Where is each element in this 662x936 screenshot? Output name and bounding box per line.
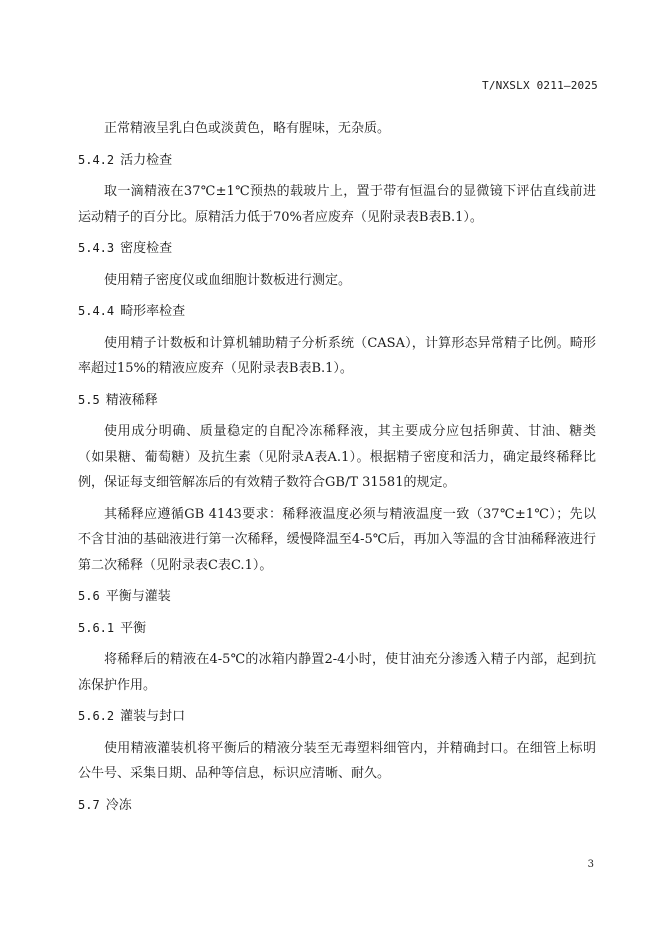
paragraph-filling-sealing: 使用精液灌装机将平衡后的精液分装至无毒塑料细管内，并精确封口。在细管上标明公牛号、采集日期、品种等信息，标识应清晰、耐久。 xyxy=(78,740,596,781)
heading-5-4-3 xyxy=(78,236,596,262)
heading-number: 5.6.2 xyxy=(78,709,115,723)
heading-5-5 xyxy=(78,388,596,414)
heading-title: 冷冻 xyxy=(105,797,132,813)
heading-title: 畸形率检查 xyxy=(120,304,186,319)
heading-title: 平衡 xyxy=(120,620,147,636)
heading-number: 5.4.3 xyxy=(78,241,115,255)
paragraph-density-check: 使用精子密度仪或血细胞计数板进行测定。 xyxy=(104,272,352,288)
heading-5-4-2 xyxy=(78,148,596,174)
heading-5-7 xyxy=(78,793,596,819)
paragraph-semen-appearance: 正常精液呈乳白色或淡黄色，略有腥味，无杂质。 xyxy=(104,121,391,136)
heading-5-6 xyxy=(78,584,596,610)
heading-title: 精液稀释 xyxy=(105,392,158,408)
heading-title: 平衡与灌装 xyxy=(105,589,171,604)
heading-number: 5.5 xyxy=(78,392,100,407)
paragraph-equilibration: 将稀释后的精液在4-5℃的冰箱内静置2-4小时，使甘油充分渗透入精子内部，起到抗冻保护作用。 xyxy=(78,652,596,693)
heading-title: 活力检查 xyxy=(120,152,173,168)
heading-5-6-2 xyxy=(78,704,596,730)
heading-number: 5.6.1 xyxy=(78,620,115,635)
page-number: 3 xyxy=(587,859,594,870)
heading-number: 5.4.2 xyxy=(78,152,115,167)
document-code-header: T/NXSLX 0211—2025 xyxy=(482,79,598,92)
paragraph-dilution-procedure: 其稀释应遵循GB 4143要求：稀释液温度必须与精液温度一致（37℃±1℃）；先以不含甘油的基础液进行第一次稀释，缓慢降温至4-5℃后，再加入等温的含甘油稀释液进行第二次稀释（见附录表C表C.1）。 xyxy=(78,506,596,573)
heading-5-4-4 xyxy=(78,299,596,325)
heading-title: 密度检查 xyxy=(120,241,173,256)
heading-title: 灌装与封口 xyxy=(120,709,186,724)
heading-5-6-1 xyxy=(78,616,596,642)
heading-number: 5.7 xyxy=(78,797,100,812)
paragraph-abnormality-check: 使用精子计数板和计算机辅助精子分析系统（CASA），计算形态异常精子比例。畸形率超过15%的精液应废弃（见附录表B表B.1）。 xyxy=(78,335,596,376)
paragraph-motility-check: 取一滴精液在37℃±1℃预热的载玻片上，置于带有恒温台的显微镜下评估直线前进运动精子的百分比。原精活力低于70%者应废弃（见附录表B表B.1）。 xyxy=(78,184,596,225)
heading-number: 5.6 xyxy=(78,589,100,603)
paragraph-dilution-composition: 使用成分明确、质量稳定的自配冷冻稀释液，其主要成分应包括卵黄、甘油、糖类（如果糖、葡萄糖）及抗生素（见附录A表A.1）。根据精子密度和活力，确定最终稀释比例，保证每支细管解冻后的有效精子数符合GB/T 31581的规定。 xyxy=(78,424,596,490)
heading-number: 5.4.4 xyxy=(78,304,115,318)
document-body xyxy=(78,116,596,824)
